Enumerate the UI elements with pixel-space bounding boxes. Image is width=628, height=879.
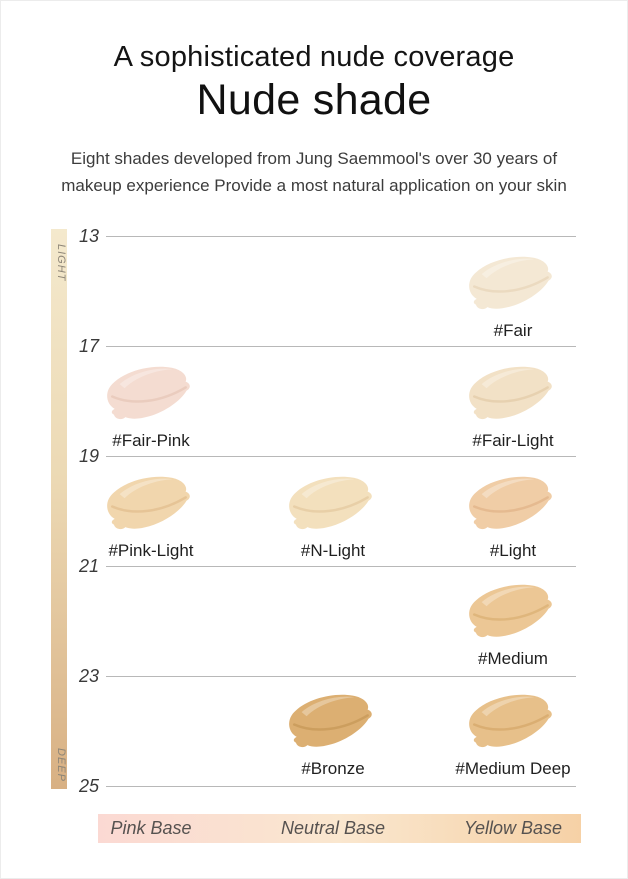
- gridline-19: [106, 456, 576, 457]
- gridline-13: [106, 236, 576, 237]
- shade-label: #N-Light: [300, 541, 366, 560]
- y-tick-17: 17: [78, 336, 99, 356]
- shade-label: #Light: [489, 541, 537, 560]
- shade-cell-light: [428, 471, 598, 561]
- gridline-21: [106, 566, 576, 567]
- page-title: Nude shade: [196, 76, 432, 124]
- foundation-smear-icon: [463, 251, 563, 317]
- gridline-23: [106, 676, 576, 677]
- shade-cell-bronze: [248, 689, 418, 779]
- depth-axis-bar: [51, 229, 67, 789]
- foundation-smear-icon: [463, 579, 563, 645]
- shade-label: #Fair-Light: [472, 431, 554, 450]
- shade-cell-medium: [428, 579, 598, 669]
- foundation-smear-icon: [101, 361, 201, 427]
- foundation-smear-icon: [283, 471, 383, 537]
- foundation-smear-icon: [101, 471, 201, 537]
- shade-label: #Medium Deep: [455, 759, 571, 778]
- foundation-smear-icon: [463, 471, 563, 537]
- y-tick-25: 25: [78, 776, 99, 796]
- subtitle-line-1: Eight shades developed from Jung Saemmool's over 30 years of: [70, 149, 558, 168]
- foundation-smear-icon: [463, 689, 563, 755]
- shade-label: #Medium: [478, 649, 548, 668]
- subtitle-line-2: makeup experience Provide a most natural application on your skin: [61, 176, 567, 195]
- base-label-pink: Pink Base: [110, 818, 192, 838]
- gridline-17: [106, 346, 576, 347]
- shade-cell-fair: [428, 251, 598, 341]
- gridline-25: [106, 786, 576, 787]
- deep-axis-label: DEEP: [55, 748, 67, 782]
- shade-cell-n-light: [248, 471, 418, 561]
- tagline: A sophisticated nude coverage: [113, 41, 515, 73]
- shade-cell-fair-pink: [66, 361, 236, 451]
- y-tick-21: 21: [78, 556, 99, 576]
- foundation-smear-icon: [463, 361, 563, 427]
- foundation-smear-icon: [283, 689, 383, 755]
- y-tick-19: 19: [78, 446, 99, 466]
- shade-label: #Fair: [493, 321, 533, 340]
- base-label-neutral: Neutral Base: [280, 818, 386, 838]
- base-label-yellow: Yellow Base: [463, 818, 563, 838]
- shade-cell-medium-deep: [428, 689, 598, 779]
- y-tick-23: 23: [78, 666, 99, 686]
- shade-cell-fair-light: [428, 361, 598, 451]
- shade-chart: [1, 1, 627, 878]
- shade-label: #Bronze: [301, 759, 365, 778]
- y-tick-13: 13: [78, 226, 99, 246]
- light-axis-label: LIGHT: [55, 244, 67, 282]
- shade-label: #Pink-Light: [108, 541, 194, 560]
- shade-cell-pink-light: [66, 471, 236, 561]
- shade-label: #Fair-Pink: [112, 431, 190, 450]
